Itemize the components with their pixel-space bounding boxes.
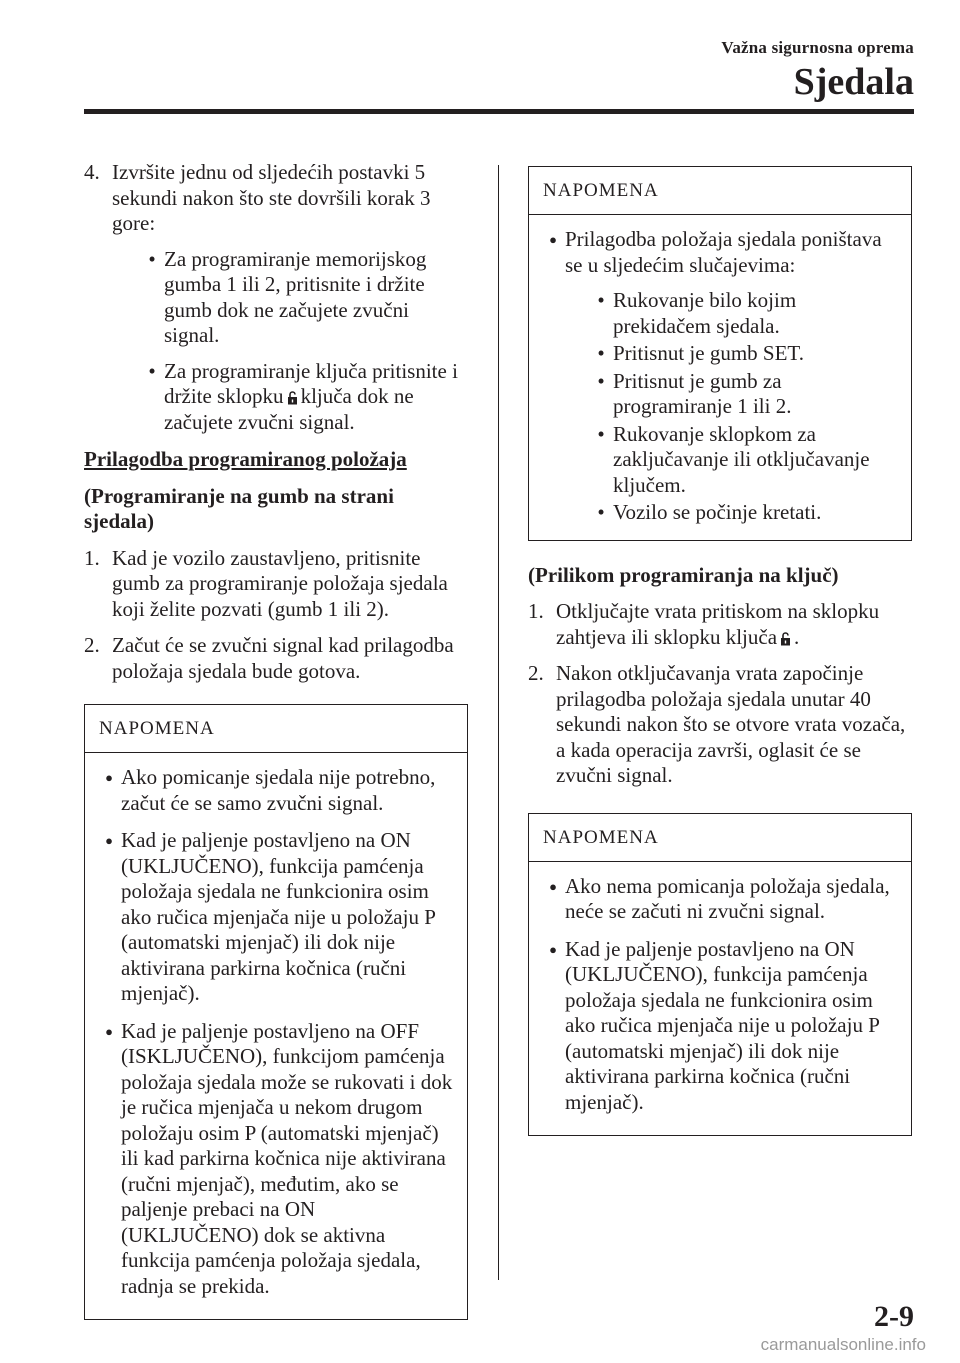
bullet-mark: ● <box>549 232 557 247</box>
note-item-text: Ako pomicanje sjedala nije potrebno, začut će se samo zvučni signal. <box>121 765 436 815</box>
list-item <box>589 341 897 367</box>
header-rule <box>84 109 914 114</box>
section-heading: Prilagodba programiranog položaja <box>84 447 407 471</box>
key-unlock-icon <box>780 631 791 646</box>
bullet-mark: ● <box>105 1023 113 1039</box>
list-item-text: Rukovanje sklopkom za zaključavanje ili otključavanje ključem. <box>613 421 870 497</box>
bullet-mark: ● <box>549 941 557 957</box>
list-item <box>589 500 897 526</box>
list-item <box>589 288 897 339</box>
step-text: . <box>794 624 800 649</box>
note-title: NAPOMENA <box>529 814 911 862</box>
list-item <box>140 247 468 349</box>
list-item <box>589 422 897 499</box>
bullet-mark: • <box>597 341 605 365</box>
bullet-mark: • <box>597 421 605 446</box>
step-number: 1. <box>528 599 544 623</box>
note-item <box>541 937 897 1116</box>
step-text: Izvršite jednu od sljedećih postavki 5 sekundi nakon što ste dovršili korak 3 gore: <box>112 160 431 235</box>
bullet-mark: ● <box>549 878 557 894</box>
page-title: Sjedala <box>793 61 914 103</box>
column-divider <box>498 165 499 1280</box>
note-box <box>84 704 468 1320</box>
note-item-text: Ako nema pomicanja položaja sjedala, neće se začuti ni zvučni signal. <box>565 873 890 923</box>
step-number: 1. <box>84 545 100 570</box>
note-item-text: Kad je paljenje postavljeno na ON (UKLJUČENO), funkcija pamćenja položaja sjedala ne funkcionira osim ako ručica mjenjača nije u položaju P (automatski mjenjač) ili dok nije aktivirana parkirna kočnica (ručni mjenjač). <box>121 828 436 1005</box>
list-item <box>589 369 897 420</box>
step-number: 2. <box>84 633 100 657</box>
step-2 <box>528 661 912 789</box>
bullet-mark: • <box>597 500 605 524</box>
note-item <box>541 227 897 528</box>
step-1 <box>528 599 912 650</box>
bullet-mark: • <box>597 288 605 312</box>
step-1 <box>84 546 468 623</box>
step-text: Začut će se zvučni signal kad prilagodba položaja sjedala bude gotova. <box>112 633 454 683</box>
list-item-text: Rukovanje bilo kojim prekidačem sjedala. <box>613 288 797 338</box>
step-2 <box>84 633 468 684</box>
note-item <box>97 765 453 816</box>
list-item-text: ključa dok ne začujete zvučni signal. <box>164 384 414 434</box>
step-text: Nakon otključavanja vrata započinje prilagodba položaja sjedala unutar 40 sekundi nakon što se otvore vrata vozača, a kada operacija završi, oglasit će se zvučni signal. <box>556 661 906 787</box>
left-column <box>84 160 468 1320</box>
bullet-mark: • <box>148 358 156 383</box>
note-item <box>97 1019 453 1300</box>
note-item-text: Prilagodba položaja sjedala poništava se u sljedećim slučajevima: <box>565 227 882 277</box>
note-box <box>528 166 912 541</box>
watermark: carmanualsonline.info <box>760 1335 926 1354</box>
bullet-mark: ● <box>105 833 113 848</box>
page-number: 2-9 <box>874 1300 914 1333</box>
step-number: 4. <box>84 160 100 184</box>
note-item <box>97 828 453 1007</box>
list-item-text: Za programiranje ključa pritisnite i držite sklopku <box>164 358 458 408</box>
note-item-text: Kad je paljenje postavljeno na OFF (ISKLJUČENO), funkcijom pamćenja položaja sjedala može se rukovati i dok je ručica mjenjača u nekom drugom položaju osim P (automatski mjenjač) ili kad parkirna kočnica nije aktivirana (ručni mjenjač), međutim, ako se paljenje prebaci na ON (UKLJUČENO) dok se aktivna funkcija pamćenja položaja sjedala, radnja se prekida. <box>121 1018 453 1298</box>
step-text: Kad je vozilo zaustavljeno, pritisnite gumb za programiranje položaja sjedala koji želite pozvati (gumb 1 ili 2). <box>112 545 448 621</box>
step-text: Otključajte vrata pritiskom na sklopku zahtjeva ili sklopku ključa <box>556 599 880 649</box>
list-item-text: Vozilo se počinje kretati. <box>613 500 822 524</box>
bullet-mark: • <box>148 246 156 271</box>
bullet-mark: • <box>597 368 605 393</box>
step-number: 2. <box>528 661 544 685</box>
note-title: NAPOMENA <box>85 705 467 753</box>
header-section: Važna sigurnosna oprema <box>721 38 914 57</box>
list-item-text: Za programiranje memorijskog gumba 1 ili 2, pritisnite i držite gumb dok ne začujete zvučni signal. <box>164 246 427 347</box>
note-item-text: Kad je paljenje postavljeno na ON (UKLJUČENO), funkcija pamćenja položaja sjedala ne funkcionira osim ako ručica mjenjača nije u položaju P (automatski mjenjač) ili dok nije aktivirana parkirna kočnica (ručni mjenjač). <box>565 936 880 1114</box>
bullet-mark: ● <box>105 770 113 785</box>
list-item-text: Pritisnut je gumb za programiranje 1 ili 2. <box>613 368 792 418</box>
list-item <box>140 359 468 436</box>
note-item <box>541 874 897 925</box>
list-item-text: Pritisnut je gumb SET. <box>613 341 804 365</box>
right-column <box>528 166 912 1136</box>
note-box <box>528 813 912 1137</box>
subsection-heading: (Programiranje na gumb na strani sjedala) <box>84 483 394 533</box>
key-unlock-icon <box>287 390 298 405</box>
subsection-heading: (Prilikom programiranja na ključ) <box>528 562 839 587</box>
note-title: NAPOMENA <box>529 167 911 215</box>
step-4 <box>84 160 468 435</box>
